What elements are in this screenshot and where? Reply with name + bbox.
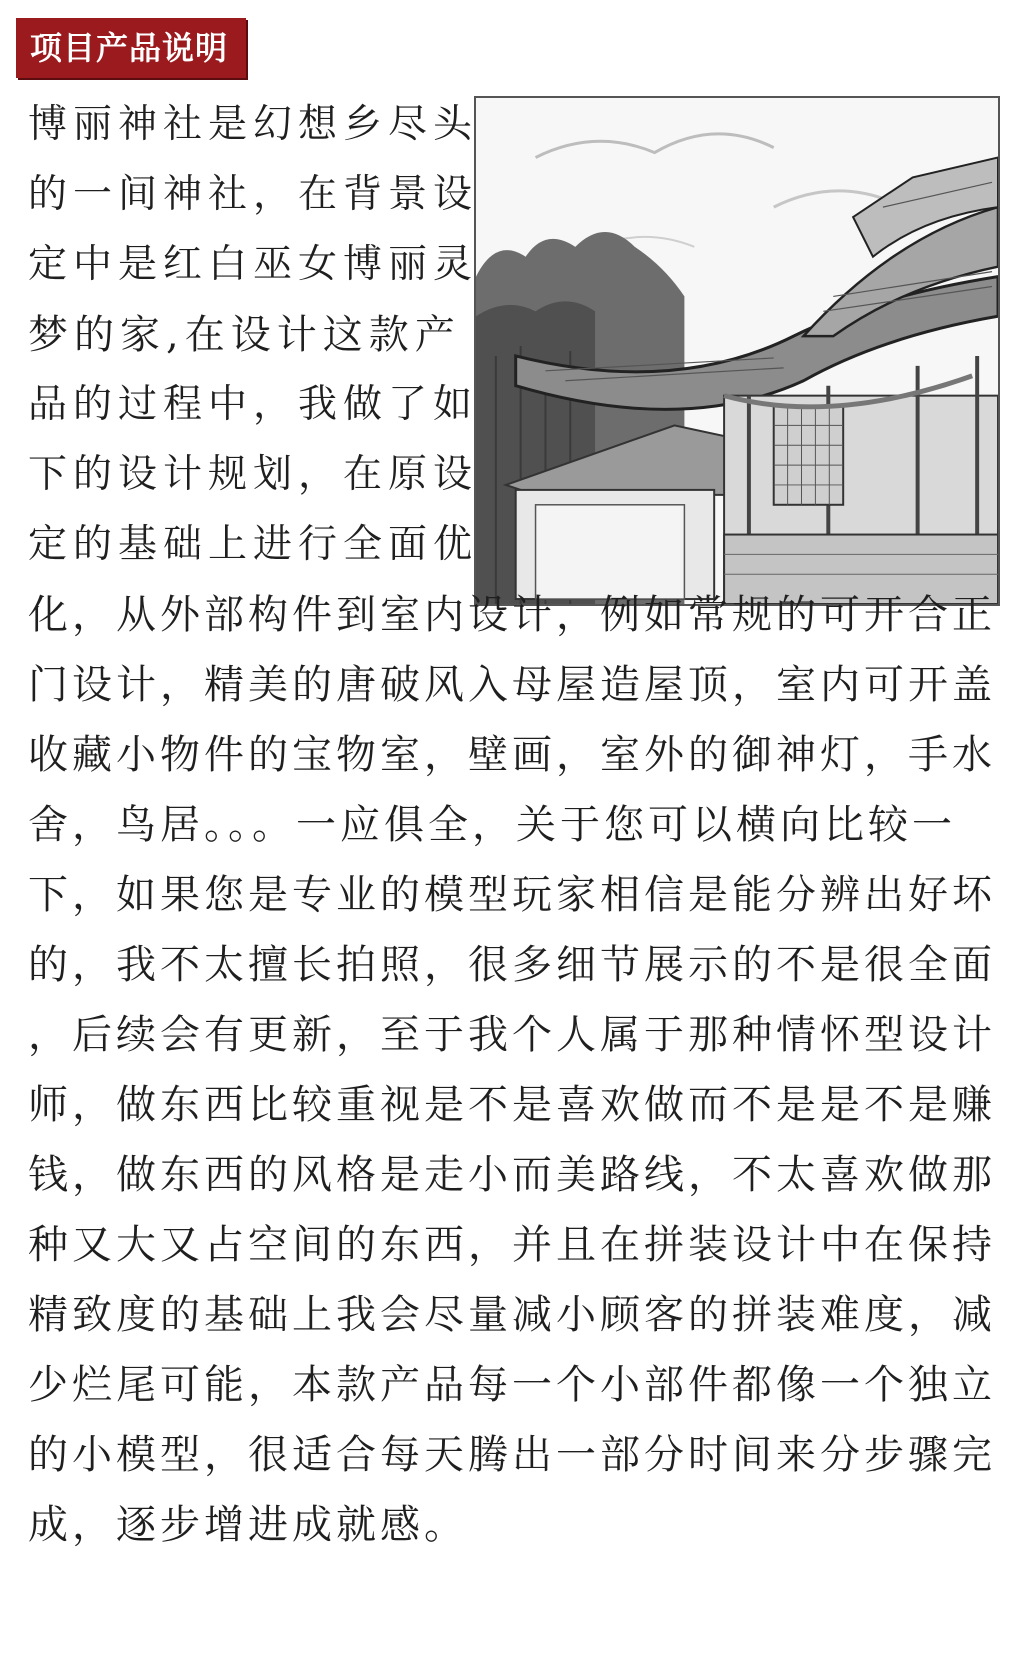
paragraph-line: 成，逐步增进成就感。 — [28, 1502, 468, 1548]
paragraph-line: 师，做东西比较重视是不是喜欢做而不是是不是赚 — [28, 1082, 996, 1128]
paragraph-line: 品的过程中，我做了如 — [28, 382, 479, 427]
paragraph-line: 的一间神社，在背景设 — [28, 172, 479, 217]
paragraph-line: 的，我不太擅长拍照，很多细节展示的不是很全面 — [28, 942, 996, 988]
paragraph-line: 下的设计规划，在原设 — [28, 452, 479, 497]
paragraph-line: 收藏小物件的宝物室，壁画，室外的御神灯，手水 — [28, 732, 996, 778]
shrine-illustration-icon — [474, 96, 1000, 606]
paragraph-line: 舍，鸟居。。。一应俱全，关于您可以横向比较一 — [28, 802, 956, 848]
paragraph-line: 少烂尾可能，本款产品每一个小部件都像一个独立 — [28, 1362, 996, 1408]
paragraph-line: 下，如果您是专业的模型玩家相信是能分辨出好坏 — [28, 872, 996, 918]
paragraph-line: 门设计，精美的唐破风入母屋造屋顶，室内可开盖 — [28, 662, 996, 708]
paragraph-line: 钱，做东西的风格是走小而美路线，不太喜欢做那 — [28, 1152, 996, 1198]
paragraph-line: 博丽神社是幻想乡尽头 — [28, 102, 479, 147]
paragraph-line: 梦的家,在设计这款产 — [28, 312, 461, 358]
paragraph-line: 定中是红白巫女博丽灵 — [28, 242, 479, 287]
section-title: 项目产品说明 — [16, 18, 246, 78]
paragraph-line: 的小模型，很适合每天腾出一部分时间来分步骤完 — [28, 1432, 996, 1478]
paragraph-line: 种又大又占空间的东西，并且在拼装设计中在保持 — [28, 1222, 996, 1268]
paragraph-line: 精致度的基础上我会尽量减小顾客的拼装难度，减 — [28, 1292, 996, 1338]
paragraph-line: 化，从外部构件到室内设计，例如常规的可开合正 — [28, 592, 996, 638]
paragraph-line: ，后续会有更新，至于我个人属于那种情怀型设计 — [28, 1012, 996, 1058]
paragraph-line: 定的基础上进行全面优 — [28, 522, 479, 567]
